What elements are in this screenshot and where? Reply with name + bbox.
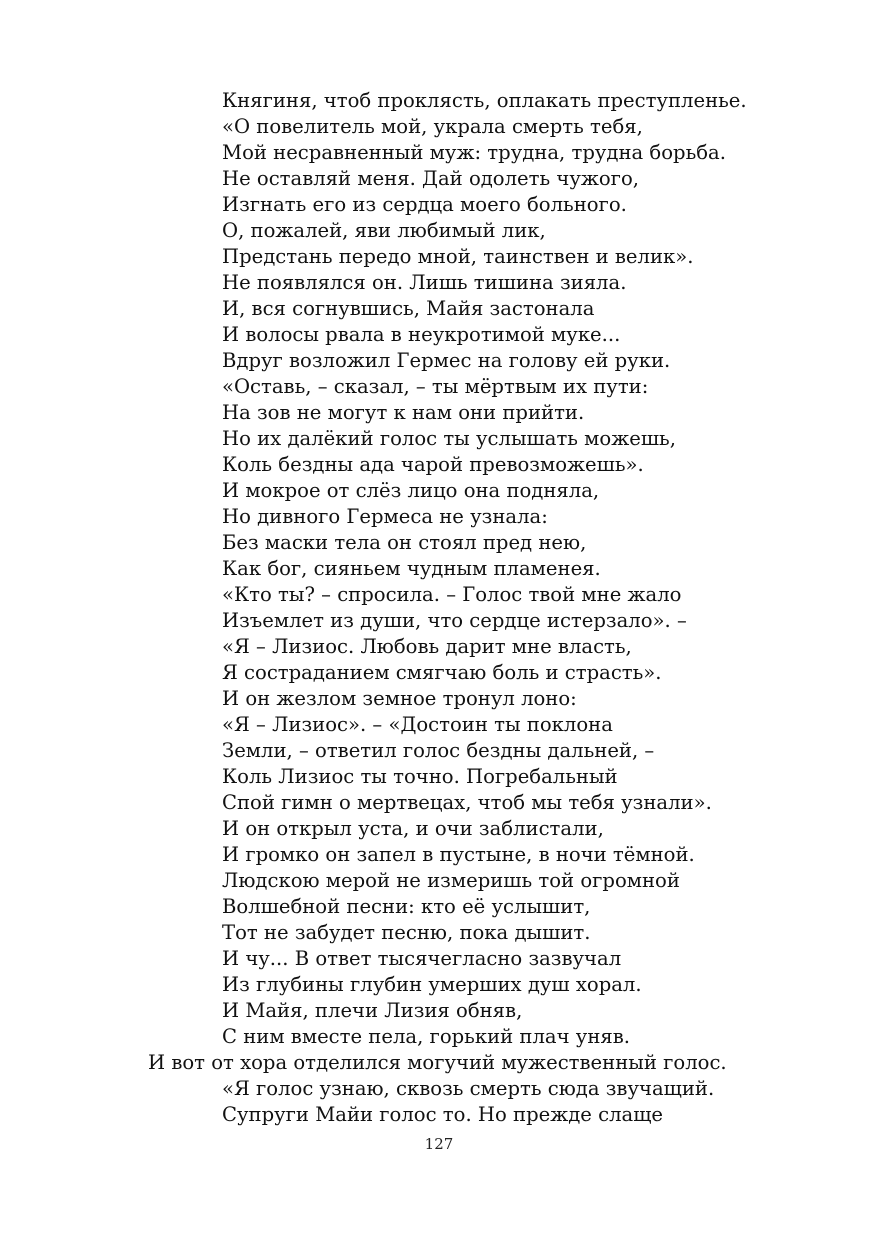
poem-line: «Я голос узнаю, сквозь смерть сюда звучащий. (222, 1077, 715, 1100)
poem-line: И он жезлом земное тронул лоно: (222, 687, 577, 710)
poem-line: «О повелитель мой, украла смерть тебя, (222, 115, 643, 138)
poem-line: Изъемлет из души, что сердце истерзало». – (222, 609, 687, 632)
poem-line: Изгнать его из сердца моего больного. (222, 193, 627, 216)
poem-line: С ним вместе пела, горький плач уняв. (222, 1025, 630, 1048)
poem-line: Не оставляй меня. Дай одолеть чужого, (222, 167, 639, 190)
poem-line: Волшебной песни: кто её услышит, (222, 895, 591, 918)
poem-line: Мой несравненный муж: трудна, трудна борьба. (222, 141, 726, 164)
poem-line: «Кто ты? – спросила. – Голос твой мне жало (222, 583, 682, 606)
poem-line: «Я – Лизиос. Любовь дарит мне власть, (222, 635, 632, 658)
poem-line: И, вся согнувшись, Майя застонала (222, 297, 595, 320)
poem-line: Тот не забудет песню, пока дышит. (222, 921, 591, 944)
poem-line: Княгиня, чтоб проклясть, оплакать преступленье. (222, 89, 747, 112)
poem-line: Из глубины глубин умерших душ хорал. (222, 973, 642, 996)
poem-line: И чу... В ответ тысячегласно зазвучал (222, 947, 622, 970)
poem-line: На зов не могут к нам они прийти. (222, 401, 585, 424)
poem-text (0, 88, 878, 1128)
poem-line: И мокрое от слёз лицо она подняла, (222, 479, 600, 502)
poem-line: Супруги Майи голос то. Но прежде слаще (222, 1103, 664, 1126)
poem-line: Как бог, сияньем чудным пламенея. (222, 557, 601, 580)
poem-line: И громко он запел в пустыне, в ночи тёмной. (222, 843, 695, 866)
poem-line: И Майя, плечи Лизия обняв, (222, 999, 523, 1022)
poem-line: Предстань передо мной, таинствен и велик». (222, 245, 694, 268)
poem-line: Земли, – ответил голос бездны дальней, – (222, 739, 655, 762)
page-number: 127 (424, 1135, 454, 1153)
poem-line: Без маски тела он стоял пред нею, (222, 531, 587, 554)
poem-line: Не появлялся он. Лишь тишина зияла. (222, 271, 627, 294)
poem-line: Спой гимн о мертвецах, чтоб мы тебя узнали». (222, 791, 712, 814)
poem-line: Вдруг возложил Гермес на голову ей руки. (222, 349, 671, 372)
poem-line: Людскою мерой не измеришь той огромной (222, 869, 680, 892)
poem-line: Я состраданием смягчаю боль и страсть». (222, 661, 662, 684)
prose-line: И вот от хора отделился могучий мужественный голос. (148, 1051, 727, 1074)
poem-line: «Я – Лизиос». – «Достоин ты поклона (222, 713, 613, 736)
poem-line: И волосы рвала в неукротимой муке... (222, 323, 621, 346)
poem-line: «Оставь, – сказал, – ты мёртвым их пути: (222, 375, 649, 398)
poem-line: Коль бездны ада чарой превозможешь». (222, 453, 644, 476)
poem-line: Но их далёкий голос ты услышать можешь, (222, 427, 676, 450)
poem-line: И он открыл уста, и очи заблистали, (222, 817, 604, 840)
poem-line: Но дивного Гермеса не узнала: (222, 505, 548, 528)
poem-line: Коль Лизиос ты точно. Погребальный (222, 765, 618, 788)
poem-line: О, пожалей, яви любимый лик, (222, 219, 546, 242)
